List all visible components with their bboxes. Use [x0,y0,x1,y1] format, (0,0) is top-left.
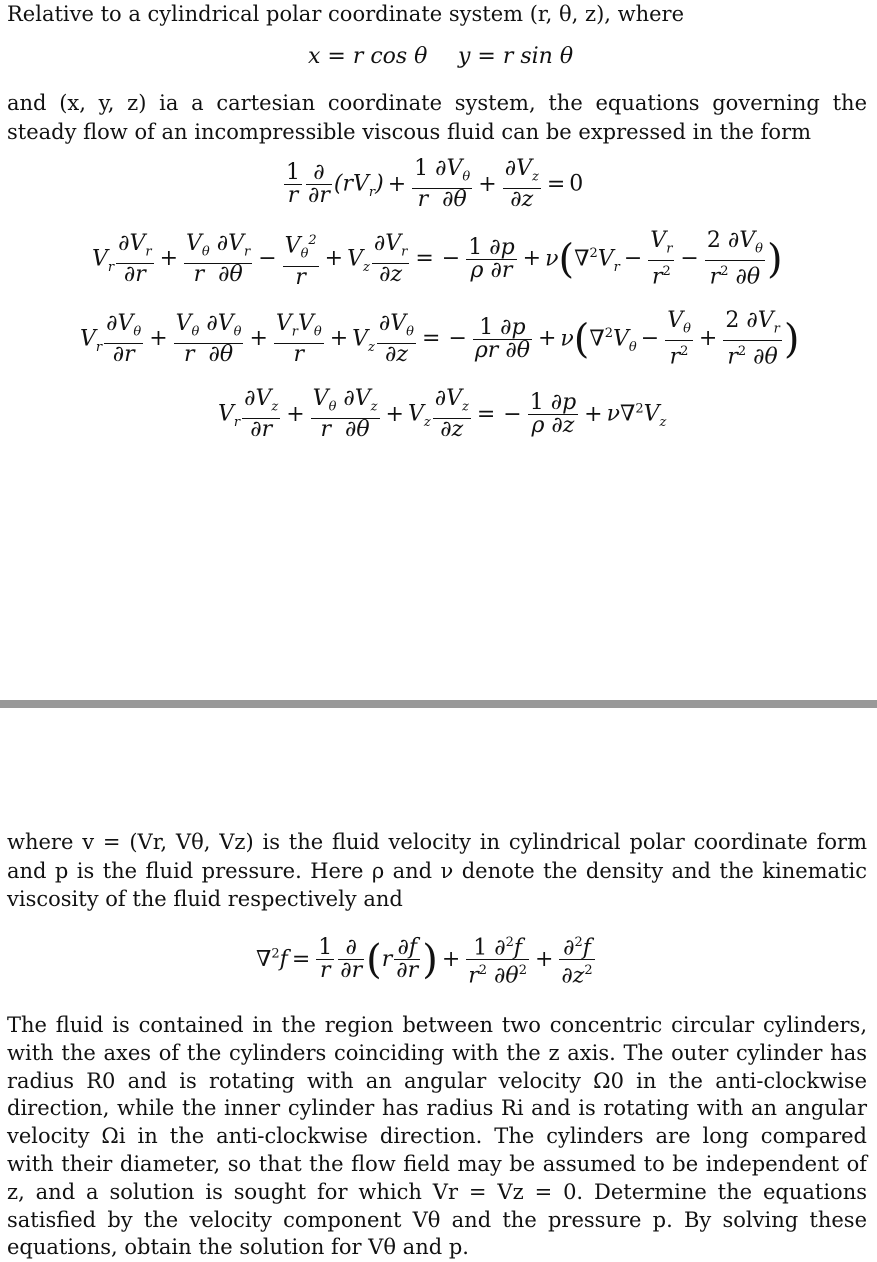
z-momentum-equation: $V_r$ $\frac{\partial V_z}{\partial r}$ + $\frac{V_\theta \partial V_z}{r \partial\theta}$ + $V_z$ $\frac{\partial V_z}{\partial z}$ = − $\frac{1 \partial p}{\rho \partial z}$ + $\nu\nabla^2V_z$ [218,386,667,443]
r-momentum-equation: $V_r$ $\frac{\partial V_r}{\partial r}$ + $\frac{V_\theta \partial V_r}{r \partial\theta}$ − $\frac{V_\theta^2}{r}$ + $V_z$ $\frac{\partial V_r}{\partial z}$ = − $\frac{1 \partial p}{\rho \partial r}$ + $\nu(\nabla^2V_r$ − $\frac{V_r}{r^2}$ − $\frac{2 \partial V_\theta}{r^2 \partial\theta}$ ) [92,228,783,290]
laplacian-equation: ∇$^2$f = $\frac{1}{r}$ $\frac{\partial}{\partial r}$ (r $\frac{\partial f}{\partial r}$ ) + $\frac{1 \partial^2f}{r^2 \partial\theta^2}$ + $\frac{\partial^2f}{\partial z^2}$ [256,932,597,988]
problem-paragraph: The fluid is contained in the region between two concentric circular cylinders, with the axes of the cylinders coinciding with the z axis. The outer cylinder has radius R0 and is rotating with an angular velocity Ω0 in the anti-clockwise direction, while the inner cylinder has radius Ri and is rotating with an angular velocity Ωi in the anti-clockwise direction. The cylinders are long compared with their diameter, so that the flow field may be assumed to be independent of z, and a solution is sought for which Vr = Vz = 0. Determine the equations satisfied by the velocity component Vθ and the pressure p. By solving these equations, obtain the solution for Vθ and p. [7,1013,867,1260]
definitions-paragraph: where v = (Vr, Vθ, Vz) is the fluid velocity in cylindrical polar coordinate form and p is the fluid pressure. Here ρ and ν denote the density and the kinematic viscosity of the fluid respectively and [7,830,867,911]
coord-y-equation: y = r sin θ [458,44,574,69]
continuity-equation: $\frac{1}{r}$ $\frac{\partial}{\partial r}$ $(rV_r)$ + $\frac{1 \partial V_\theta}{r \partial\theta}$ + $\frac{\partial V_z}{\partial z}$ = 0 [286,156,584,213]
theta-momentum-equation: $V_r$ $\frac{\partial V_\theta}{\partial r}$ + $\frac{V_\theta \partial V_\theta}{r \partial\theta}$ + $\frac{V_rV_\theta}{r}$ + $V_z$ $\frac{\partial V_\theta}{\partial z}$ = − $\frac{1 \partial p}{\rho r \partial\theta}$ + $\nu(\nabla^2V_\theta$ − $\frac{V_\theta}{r^2}$ + $\frac{2 \partial V_r}{r^2 \partial\theta}$ ) [80,308,800,370]
intro-paragraph: and (x, y, z) ia a cartesian coordinate system, the equations governing the steady flow of an incompressible viscous fluid can be expressed in the form [7,91,867,144]
coord-x-equation: x = r cos θ [308,44,428,69]
intro-line-1: Relative to a cylindrical polar coordinate system (r, θ, z), where [7,2,685,26]
page-divider [0,700,877,708]
